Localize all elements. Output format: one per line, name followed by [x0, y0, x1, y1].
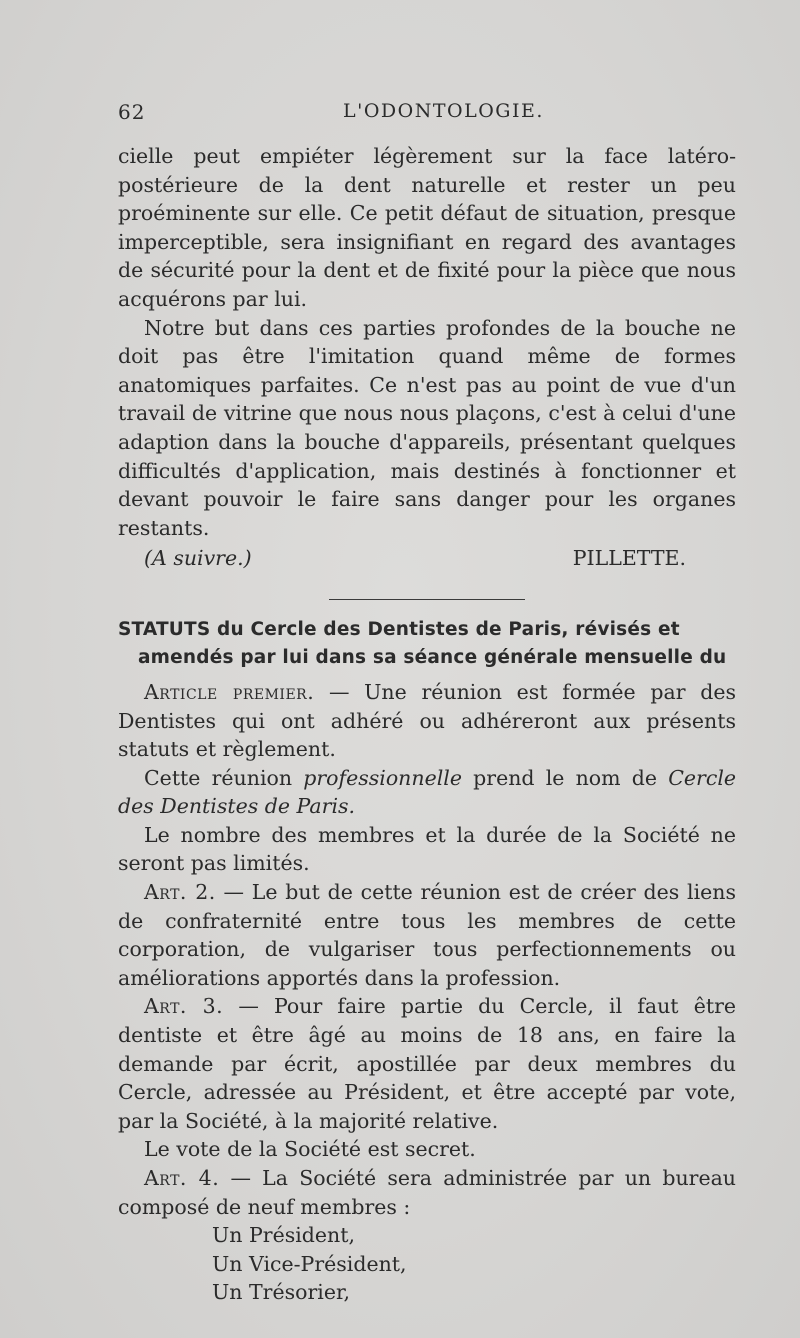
article-3 — [118, 992, 736, 1135]
article-4 — [118, 1164, 736, 1221]
a-suivre-note: (A suivre.) — [144, 546, 252, 571]
page-header — [118, 100, 718, 130]
section-divider — [329, 599, 525, 600]
article-1 — [118, 678, 736, 764]
running-title: L'ODONTOLOGIE. — [343, 100, 544, 122]
list-item: Un Vice-Président, — [212, 1251, 407, 1276]
article-3-label: Art. 3. — [144, 994, 224, 1019]
author-signature: PILLETTE. — [572, 546, 686, 571]
article-3-paragraph-2: Le vote de la Société est secret. — [144, 1137, 476, 1162]
section-title: STATUTS du Cercle des Dentistes de Paris, révisés et amendés par lui dans sa séance générale mensuelle du — [118, 618, 727, 668]
article-2-label: Art. 2. — [144, 880, 216, 905]
article-1-p2-part-b: professionnelle — [303, 765, 462, 790]
body-text — [118, 142, 736, 1307]
article-2 — [118, 878, 736, 992]
article-3-text: — Pour faire partie du Cercle, il faut être dentiste et être âgé au moins de 18 ans, en faire la demande par écrit, apostillée par deux membres du Cercle, adressée au Président, et être accepté par vote, par la Société, à la majorité relative. — [118, 994, 736, 1133]
list-item: Un Trésorier, — [212, 1280, 351, 1305]
article-1-p2-part-d: Cercle des Dentistes de Paris. — [118, 765, 737, 819]
signature-row — [118, 544, 736, 573]
article-4-text: — La Société sera administrée par un bureau composé de neuf membres : — [118, 1166, 737, 1219]
bureau-members-list — [118, 1221, 736, 1307]
article-1-label: Article premier. — [144, 679, 315, 704]
article-4-label: Art. 4. — [144, 1166, 220, 1190]
paragraph-1: cielle peut empiéter légèrement sur la face latéro-postérieure de la dent naturelle et rester un peu proéminente sur elle. Ce petit défaut de situation, presque imperceptible, sera insignifiant en regard des avantages de sécurité pour la dent et de fixité pour la pièce que nous acquérons par lui. — [118, 144, 736, 311]
article-1-p2-part-c: prend le nom de — [461, 765, 669, 790]
article-1-paragraph-3: Le nombre des membres et la durée de la Société ne seront pas limités. — [118, 822, 736, 876]
paragraph-2: Notre but dans ces parties profondes de la bouche ne doit pas être l'imitation quand même de formes anatomiques parfaites. Ce n'est pas au point de vue d'un travail de vitrine que nous nous plaçons, c'est à celui d'une adaption dans la bouche d'appareils, présentant quelques difficultés d'application, mais destinés à fonctionner et devant pouvoir le faire sans danger pour les organes restants. — [118, 315, 736, 540]
list-item: Un Président, — [212, 1223, 356, 1248]
article-1-paragraph-2 — [118, 764, 736, 821]
article-1-text: — Une réunion est formée par des Dentistes qui ont adhéré ou adhéreront aux présents statuts et règlement. — [118, 679, 736, 762]
article-2-text: — Le but de cette réunion est de créer des liens de confraternité entre tous les membres de cette corporation, de vulgariser tous perfectionnements ou améliorations apportés dans la profession. — [118, 880, 736, 990]
page-number: 62 — [118, 100, 146, 124]
article-1-p2-part-a: Cette réunion — [144, 765, 304, 790]
